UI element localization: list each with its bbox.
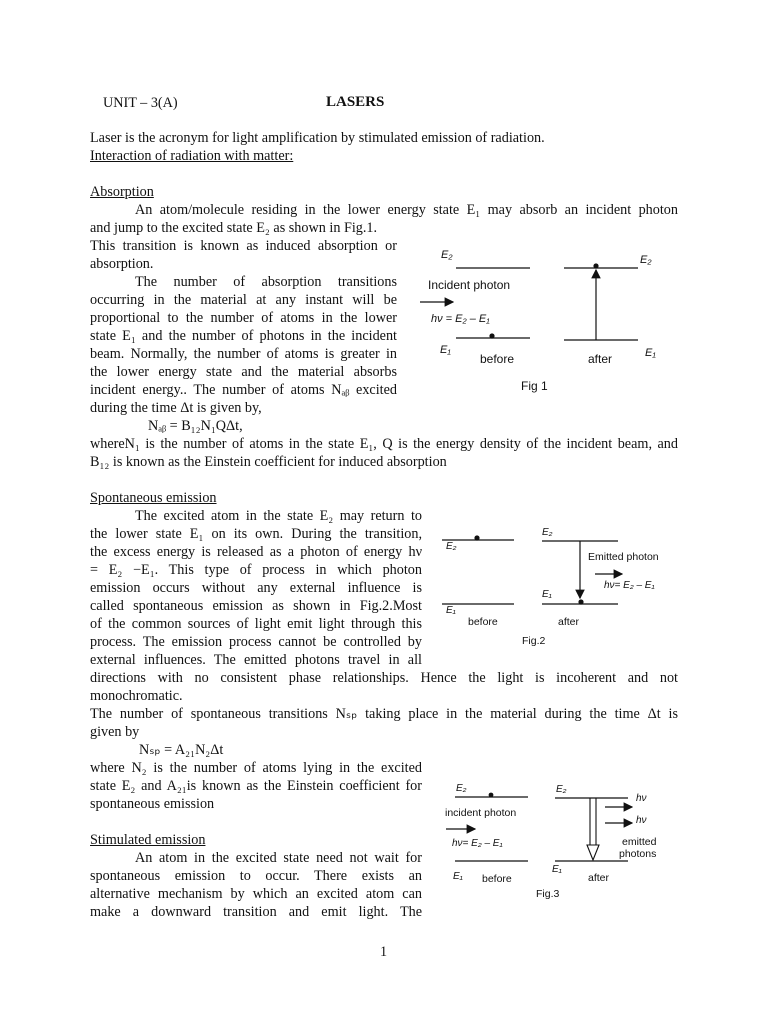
fig3-incident-label: incident photon bbox=[445, 807, 517, 819]
fig1-incident-label: Incident photon bbox=[428, 278, 511, 292]
fig2-e2-right-label: E₂ bbox=[542, 527, 553, 538]
spontaneous-line: directions with no consistent phase relationships. Hence the light is incoherent and not bbox=[90, 670, 678, 686]
stimulated-line: alternative mechanism by which an excited atom can bbox=[90, 886, 422, 902]
absorption-line: The number of absorption transitions bbox=[135, 274, 397, 290]
absorption-line: An atom/molecule residing in the lower energy state E₁ may absorb an incident photon bbox=[135, 202, 678, 218]
fig2-formula: hν= E₂ – E₁ bbox=[604, 580, 655, 591]
fig1-e2-left-label: E₂ bbox=[441, 249, 453, 261]
absorption-line: B₁₂ is known as the Einstein coefficient for induced absorption bbox=[90, 454, 447, 470]
unit-label: UNIT – 3(A) bbox=[103, 95, 178, 111]
fig1-formula: hν = E₂ – E₁ bbox=[431, 313, 490, 325]
page-title: LASERS bbox=[326, 94, 385, 110]
spontaneous-heading: Spontaneous emission bbox=[90, 490, 217, 506]
spontaneous-line: the lower state E₁ on its own. During the transition, bbox=[90, 526, 422, 542]
fig1-atom-before bbox=[489, 333, 494, 338]
fig2-after-label: after bbox=[558, 616, 580, 628]
absorption-line: occurring in the material at any instant will be bbox=[90, 292, 397, 308]
spontaneous-line: of the common sources of light emit light through this bbox=[90, 616, 422, 632]
absorption-line: and jump to the excited state E₂ as shown in Fig.1. bbox=[90, 220, 378, 236]
fig1-e1-right-label: E₁ bbox=[645, 347, 656, 359]
spontaneous-line: where N₂ is the number of atoms lying in the excited bbox=[90, 760, 422, 776]
fig3-e1-left-label: E₁ bbox=[453, 871, 463, 882]
spontaneous-line: = E₂ −E₁. This type of process in which photon bbox=[90, 562, 422, 578]
fig2-before-label: before bbox=[468, 616, 498, 628]
fig3-emitted-label: emitted bbox=[622, 836, 657, 848]
fig3-hv-label-1: hν bbox=[636, 793, 647, 804]
absorption-line: absorption. bbox=[90, 256, 154, 272]
spontaneous-line: state E₂ and A₂₁is known as the Einstein coefficient for bbox=[90, 778, 422, 794]
fig3-e1-right-label: E₁ bbox=[552, 864, 562, 875]
fig3-photons-label: photons bbox=[619, 848, 657, 860]
definition-text: Laser is the acronym for light amplification by stimulated emission of radiation. bbox=[90, 130, 545, 146]
spontaneous-line: the excess energy is released as a photon of energy hν bbox=[90, 544, 422, 560]
spontaneous-line: The excited atom in the state E₂ may return to bbox=[135, 508, 422, 524]
fig3-formula: hν= E₂ – E₁ bbox=[452, 838, 503, 849]
fig2-emitted-label: Emitted photon bbox=[588, 551, 659, 563]
absorption-equation: Nₐᵦ = B₁₂N₁QΔt, bbox=[148, 418, 243, 434]
stimulated-line: An atom in the excited state need not wait for bbox=[135, 850, 422, 866]
fig3-e2-left-label: E₂ bbox=[456, 783, 467, 794]
interaction-heading: Interaction of radiation with matter: bbox=[90, 148, 294, 164]
absorption-line: the lower energy state and the material absorbs bbox=[90, 364, 397, 380]
spontaneous-line: emission occurs without any external influence is bbox=[90, 580, 422, 596]
fig2-atom-before bbox=[474, 535, 479, 540]
stimulated-heading: Stimulated emission bbox=[90, 832, 206, 848]
absorption-line: beam. Normally, the number of atoms is greater in bbox=[90, 346, 397, 362]
fig3-e2-right-label: E₂ bbox=[556, 784, 567, 795]
spontaneous-line: monochromatic. bbox=[90, 688, 183, 704]
fig3-atom-before bbox=[489, 793, 494, 798]
fig1-before-label: before bbox=[480, 352, 515, 366]
absorption-line: during the time Δt is given by, bbox=[90, 400, 262, 416]
spontaneous-equation: Nₛₚ = A₂₁N₂Δt bbox=[139, 742, 224, 758]
fig3-transition-arrowhead bbox=[587, 845, 599, 860]
fig2-e2-left-label: E₂ bbox=[446, 541, 457, 552]
fig2-atom-after bbox=[578, 599, 583, 604]
fig3-before-label: before bbox=[482, 873, 512, 885]
spontaneous-line: The number of spontaneous transitions Nₛₚ taking place in the material during the time Δt is bbox=[90, 706, 678, 722]
fig1-after-label: after bbox=[588, 352, 613, 366]
fig2-e1-left-label: E₁ bbox=[446, 605, 456, 616]
fig3-after-label: after bbox=[588, 872, 610, 884]
absorption-line: This transition is known as induced absorption or bbox=[90, 238, 397, 254]
fig1-e1-left-label: E₁ bbox=[440, 344, 451, 356]
absorption-line: proportional to the number of atoms in the lower bbox=[90, 310, 397, 326]
spontaneous-line: given by bbox=[90, 724, 140, 740]
fig2-e1-right-label: E₁ bbox=[542, 589, 552, 600]
absorption-line: whereN₁ is the number of atoms in the state E₁, Q is the energy density of the incident beam, and bbox=[90, 436, 678, 452]
spontaneous-line: called spontaneous emission as shown in Fig.2.Most bbox=[90, 598, 422, 614]
fig1-caption: Fig 1 bbox=[521, 379, 548, 393]
fig3-caption: Fig.3 bbox=[536, 888, 560, 900]
stimulated-line: make a downward transition and emit light. The bbox=[90, 904, 422, 920]
spontaneous-line: external influences. The emitted photons travel in all bbox=[90, 652, 422, 668]
spontaneous-line: process. The emission process cannot be controlled by bbox=[90, 634, 422, 650]
absorption-line: incident energy.. The number of atoms Nₐᵦ excited bbox=[90, 382, 397, 398]
fig2-caption: Fig.2 bbox=[522, 635, 546, 647]
spontaneous-line: spontaneous emission bbox=[90, 796, 215, 812]
fig1-atom-after bbox=[593, 263, 598, 268]
fig1-e2-right-label: E₂ bbox=[640, 254, 652, 266]
page-number: 1 bbox=[380, 944, 388, 960]
stimulated-line: spontaneous emission to occur. There exists an bbox=[90, 868, 422, 884]
absorption-heading: Absorption bbox=[90, 184, 154, 200]
fig3-hv-label-2: hν bbox=[636, 815, 647, 826]
absorption-line: state E₁ and the number of photons in the incident bbox=[90, 328, 397, 344]
